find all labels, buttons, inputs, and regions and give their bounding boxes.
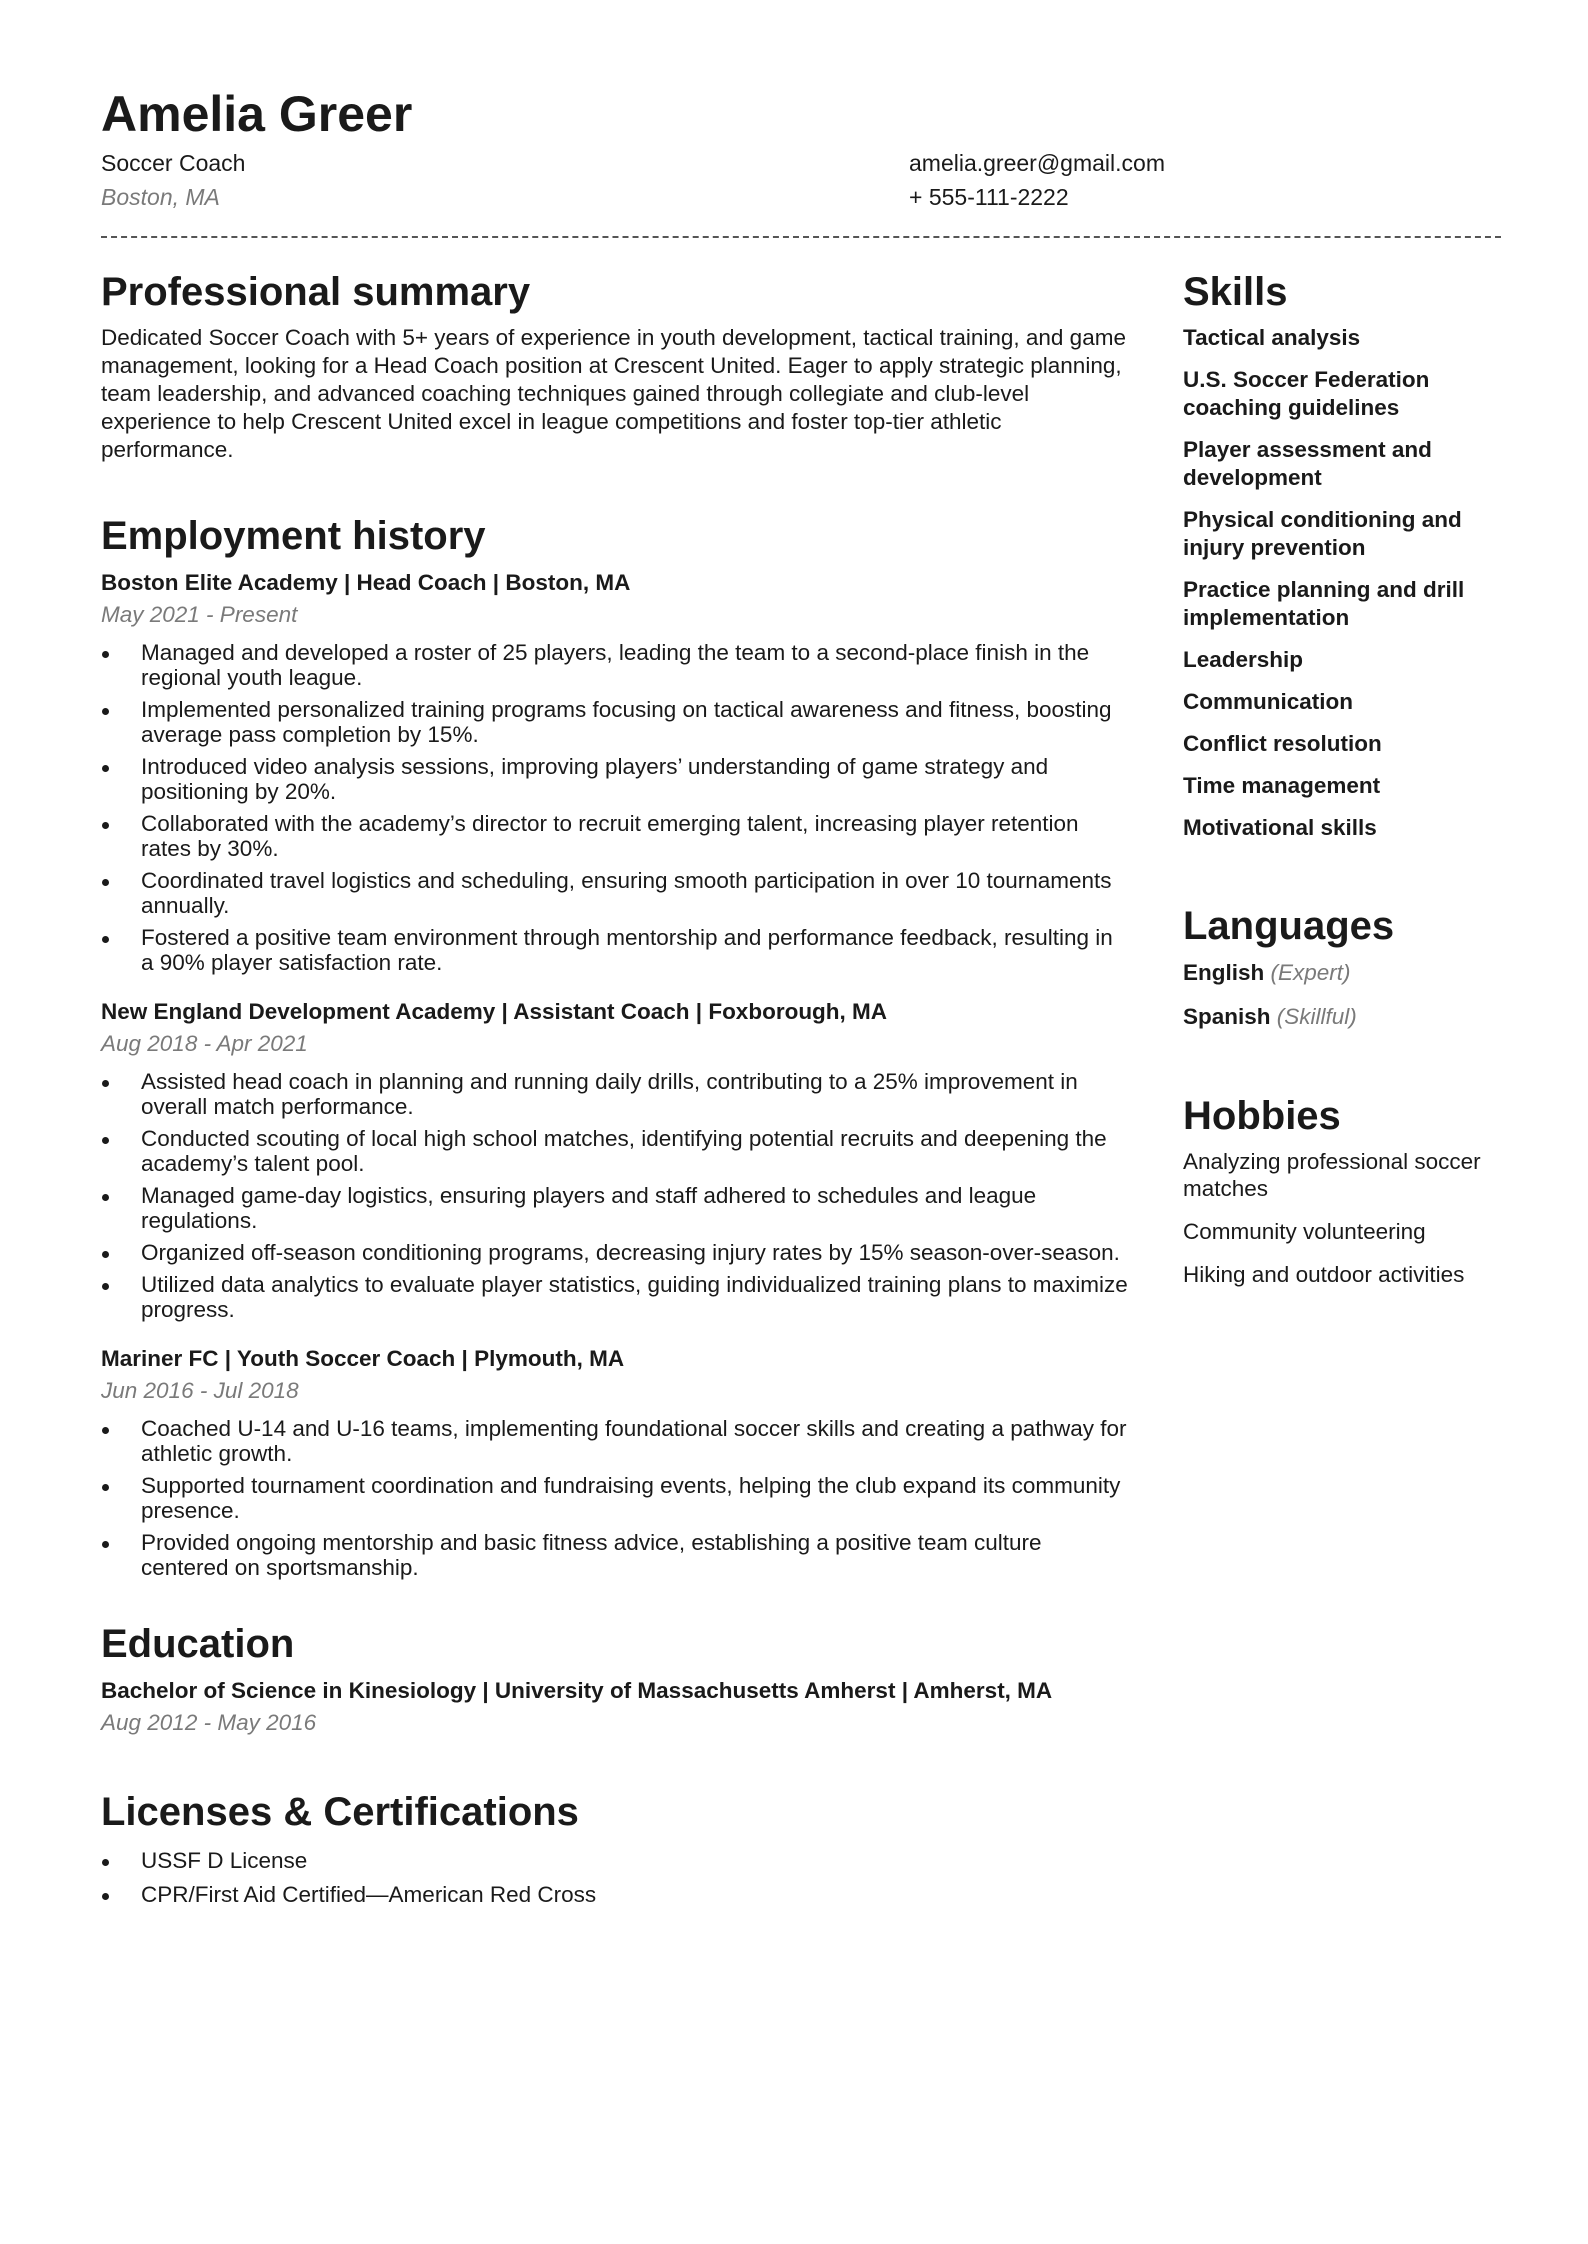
skill-item: Conflict resolution: [1183, 731, 1382, 756]
list-item: Managed game-day logistics, ensuring players and staff adhered to schedules and league regulations.: [101, 1183, 1131, 1233]
job-dates: Jun 2016 - Jul 2018: [101, 1378, 299, 1403]
skill-item: U.S. Soccer Federation coaching guidelines: [1183, 367, 1430, 420]
list-item: Introduced video analysis sessions, improving players’ understanding of game strategy and positioning by 20%.: [101, 754, 1131, 804]
list-item: Assisted head coach in planning and running daily drills, contributing to a 25% improvement in overall match performance.: [101, 1069, 1131, 1119]
certifications-section: [101, 1788, 1131, 1912]
phone: + 555-111-2222: [909, 184, 1069, 210]
hobby-item: Analyzing professional soccer matches: [1183, 1149, 1481, 1201]
list-item: CPR/First Aid Certified—American Red Cross: [101, 1878, 1131, 1912]
location: Boston, MA: [101, 184, 220, 210]
list-item: Conducted scouting of local high school matches, identifying potential recruits and deepening the academy’s talent pool.: [101, 1126, 1131, 1176]
skill-item: Physical conditioning and injury prevention: [1183, 507, 1462, 560]
language-level: (Expert): [1270, 960, 1351, 985]
email: amelia.greer@gmail.com: [909, 150, 1165, 176]
job-heading: New England Development Academy | Assistant Coach | Foxborough, MA: [101, 999, 888, 1024]
list-item: Provided ongoing mentorship and basic fitness advice, establishing a positive team culture centered on sportsmanship.: [101, 1530, 1131, 1580]
list-item: Supported tournament coordination and fundraising events, helping the club expand its community presence.: [101, 1473, 1131, 1523]
employment-section: [101, 512, 1131, 1580]
education-dates: Aug 2012 - May 2016: [101, 1710, 317, 1735]
list-item: Fostered a positive team environment through mentorship and performance feedback, resulting in a 90% player satisfaction rate.: [101, 925, 1131, 975]
skills-section: [1183, 268, 1501, 842]
list-item: Coached U-14 and U-16 teams, implementing foundational soccer skills and creating a pathway for athletic growth.: [101, 1416, 1131, 1466]
header-left: [101, 146, 909, 214]
job-dates: May 2021 - Present: [101, 602, 298, 627]
language-item: [1183, 1002, 1501, 1032]
header-divider: [101, 236, 1501, 238]
job-entry: [101, 997, 1131, 1322]
hobby-item: Community volunteering: [1183, 1219, 1426, 1244]
job-dates: Aug 2018 - Apr 2021: [101, 1031, 308, 1056]
language-item: [1183, 958, 1501, 988]
side-column: [1183, 268, 1501, 1960]
list-item: Implemented personalized training programs focusing on tactical awareness and fitness, boosting average pass completion by 15%.: [101, 697, 1131, 747]
main-column: [101, 268, 1131, 1960]
job-title: Soccer Coach: [101, 150, 246, 176]
list-item: Organized off-season conditioning programs, decreasing injury rates by 15% season-over-season.: [101, 1240, 1131, 1265]
education-section: [101, 1620, 1131, 1740]
section-title-certifications: Licenses & Certifications: [101, 1790, 579, 1834]
section-title-hobbies: Hobbies: [1183, 1094, 1341, 1138]
job-bullets: [101, 1416, 1131, 1580]
section-title-education: Education: [101, 1622, 295, 1666]
language-name: English: [1183, 960, 1265, 985]
education-heading: Bachelor of Science in Kinesiology | University of Massachusetts Amherst | Amherst, MA: [101, 1678, 1053, 1703]
skill-item: Communication: [1183, 689, 1354, 714]
job-heading: Mariner FC | Youth Soccer Coach | Plymouth, MA: [101, 1346, 625, 1371]
skill-item: Practice planning and drill implementation: [1183, 577, 1465, 630]
skill-item: Leadership: [1183, 647, 1304, 672]
skill-item: Time management: [1183, 773, 1381, 798]
section-title-summary: Professional summary: [101, 270, 531, 314]
contact-header: [101, 146, 1501, 214]
hobby-item: Hiking and outdoor activities: [1183, 1262, 1465, 1287]
certifications-list: [101, 1844, 1131, 1912]
resume-page: [101, 82, 1501, 1960]
candidate-name: Amelia Greer: [101, 86, 413, 142]
header-right: [909, 146, 1501, 214]
list-item: Coordinated travel logistics and scheduling, ensuring smooth participation in over 10 tournaments annually.: [101, 868, 1131, 918]
section-title-languages: Languages: [1183, 904, 1395, 948]
language-name: Spanish: [1183, 1004, 1271, 1029]
skill-item: Motivational skills: [1183, 815, 1377, 840]
list-item: USSF D License: [101, 1844, 1131, 1878]
section-title-employment: Employment history: [101, 514, 486, 558]
job-entry: [101, 568, 1131, 975]
languages-section: [1183, 902, 1501, 1032]
section-title-skills: Skills: [1183, 270, 1288, 314]
summary-text: Dedicated Soccer Coach with 5+ years of experience in youth development, tactical training, and game management, looking for a Head Coach position at Crescent United. Eager to apply strategic planning, team leadership, and advanced coaching techniques gained through collegiate and club-level experience to help Crescent United excel in league competitions and foster top-tier athletic performance.: [101, 325, 1126, 462]
job-heading: Boston Elite Academy | Head Coach | Boston, MA: [101, 570, 631, 595]
list-item: Managed and developed a roster of 25 players, leading the team to a second-place finish in the regional youth league.: [101, 640, 1131, 690]
hobbies-section: [1183, 1092, 1501, 1288]
job-entry: [101, 1344, 1131, 1580]
job-bullets: [101, 1069, 1131, 1322]
list-item: Utilized data analytics to evaluate player statistics, guiding individualized training plans to maximize progress.: [101, 1272, 1131, 1322]
skill-item: Tactical analysis: [1183, 325, 1361, 350]
resume-columns: [101, 268, 1501, 1960]
language-level: (Skillful): [1276, 1004, 1357, 1029]
job-bullets: [101, 640, 1131, 975]
summary-section: [101, 268, 1131, 464]
list-item: Collaborated with the academy’s director to recruit emerging talent, increasing player retention rates by 30%.: [101, 811, 1131, 861]
skill-item: Player assessment and development: [1183, 437, 1432, 490]
